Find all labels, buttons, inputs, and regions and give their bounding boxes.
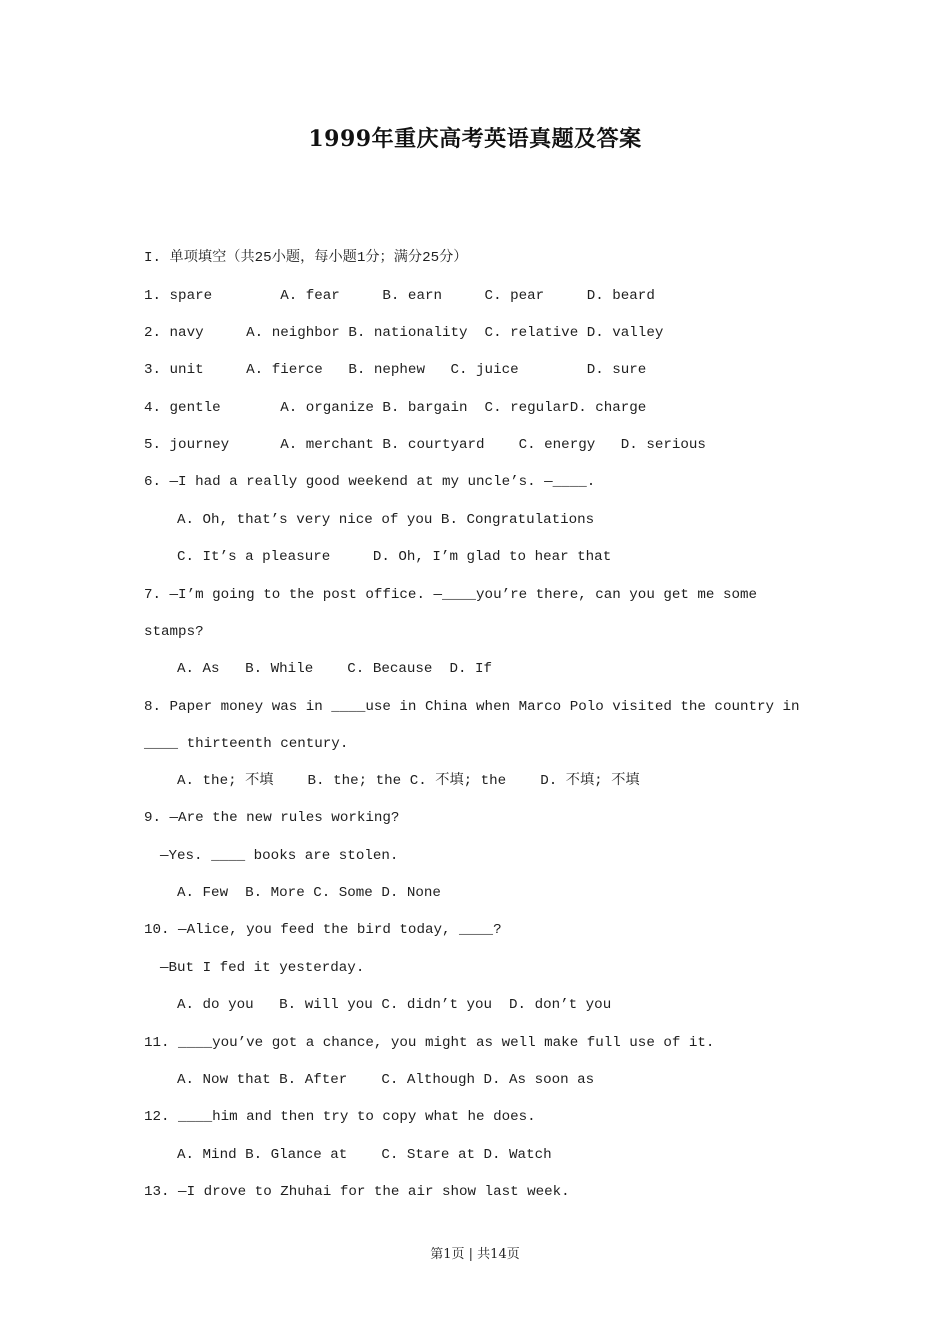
question-line: 10. —Alice, you feed the bird today, ____? (144, 922, 502, 938)
option-line: C. It’s a pleasure D. Oh, I’m glad to hear that (177, 549, 612, 565)
question-line: 3. unit A. fierce B. nephew C. juice D. sure (144, 362, 647, 378)
question-line: 13. —I drove to Zhuhai for the air show last week. (144, 1184, 570, 1200)
question-line: stamps? (144, 624, 204, 640)
option-line: A. Few B. More C. Some D. None (177, 885, 441, 901)
question-line: 4. gentle A. organize B. bargain C. regularD. charge (144, 400, 647, 416)
option-line: A. Mind B. Glance at C. Stare at D. Watch (177, 1147, 552, 1163)
option-line: A. As B. While C. Because D. If (177, 661, 493, 677)
question-line: ____ thirteenth century. (144, 736, 349, 752)
question-line: 12. ____him and then try to copy what he does. (144, 1109, 536, 1125)
dialogue-line: —But I fed it yesterday. (160, 960, 365, 976)
question-line: 8. Paper money was in ____use in China when Marco Polo visited the country in (144, 699, 800, 715)
question-line: 1. spare A. fear B. earn C. pear D. beard (144, 288, 655, 304)
page-footer: 第1页 | 共14页 (430, 1247, 520, 1262)
section-heading: I. 单项填空（共25小题，每小题1分；满分25分） (144, 250, 468, 266)
option-line: A. Oh, that’s very nice of you B. Congratulations (177, 512, 595, 528)
question-line: 6. —I had a really good weekend at my uncle’s. —____. (144, 474, 596, 490)
question-line: 2. navy A. neighbor B. nationality C. relative D. valley (144, 325, 664, 341)
option-line: A. do you B. will you C. didn’t you D. don’t you (177, 997, 612, 1013)
page-title: 1999年重庆高考英语真题及答案 (308, 126, 642, 152)
dialogue-line: —Yes. ____ books are stolen. (160, 848, 399, 864)
question-line: 5. journey A. merchant B. courtyard C. energy D. serious (144, 437, 706, 453)
question-line: 7. —I’m going to the post office. —____you’re there, can you get me some (144, 587, 757, 603)
question-line: 11. ____you’ve got a chance, you might as well make full use of it. (144, 1035, 715, 1051)
option-line: A. the; 不填 B. the; the C. 不填; the D. 不填; 不填 (177, 773, 640, 789)
option-line: A. Now that B. After C. Although D. As soon as (177, 1072, 595, 1088)
question-line: 9. —Are the new rules working? (144, 810, 400, 826)
